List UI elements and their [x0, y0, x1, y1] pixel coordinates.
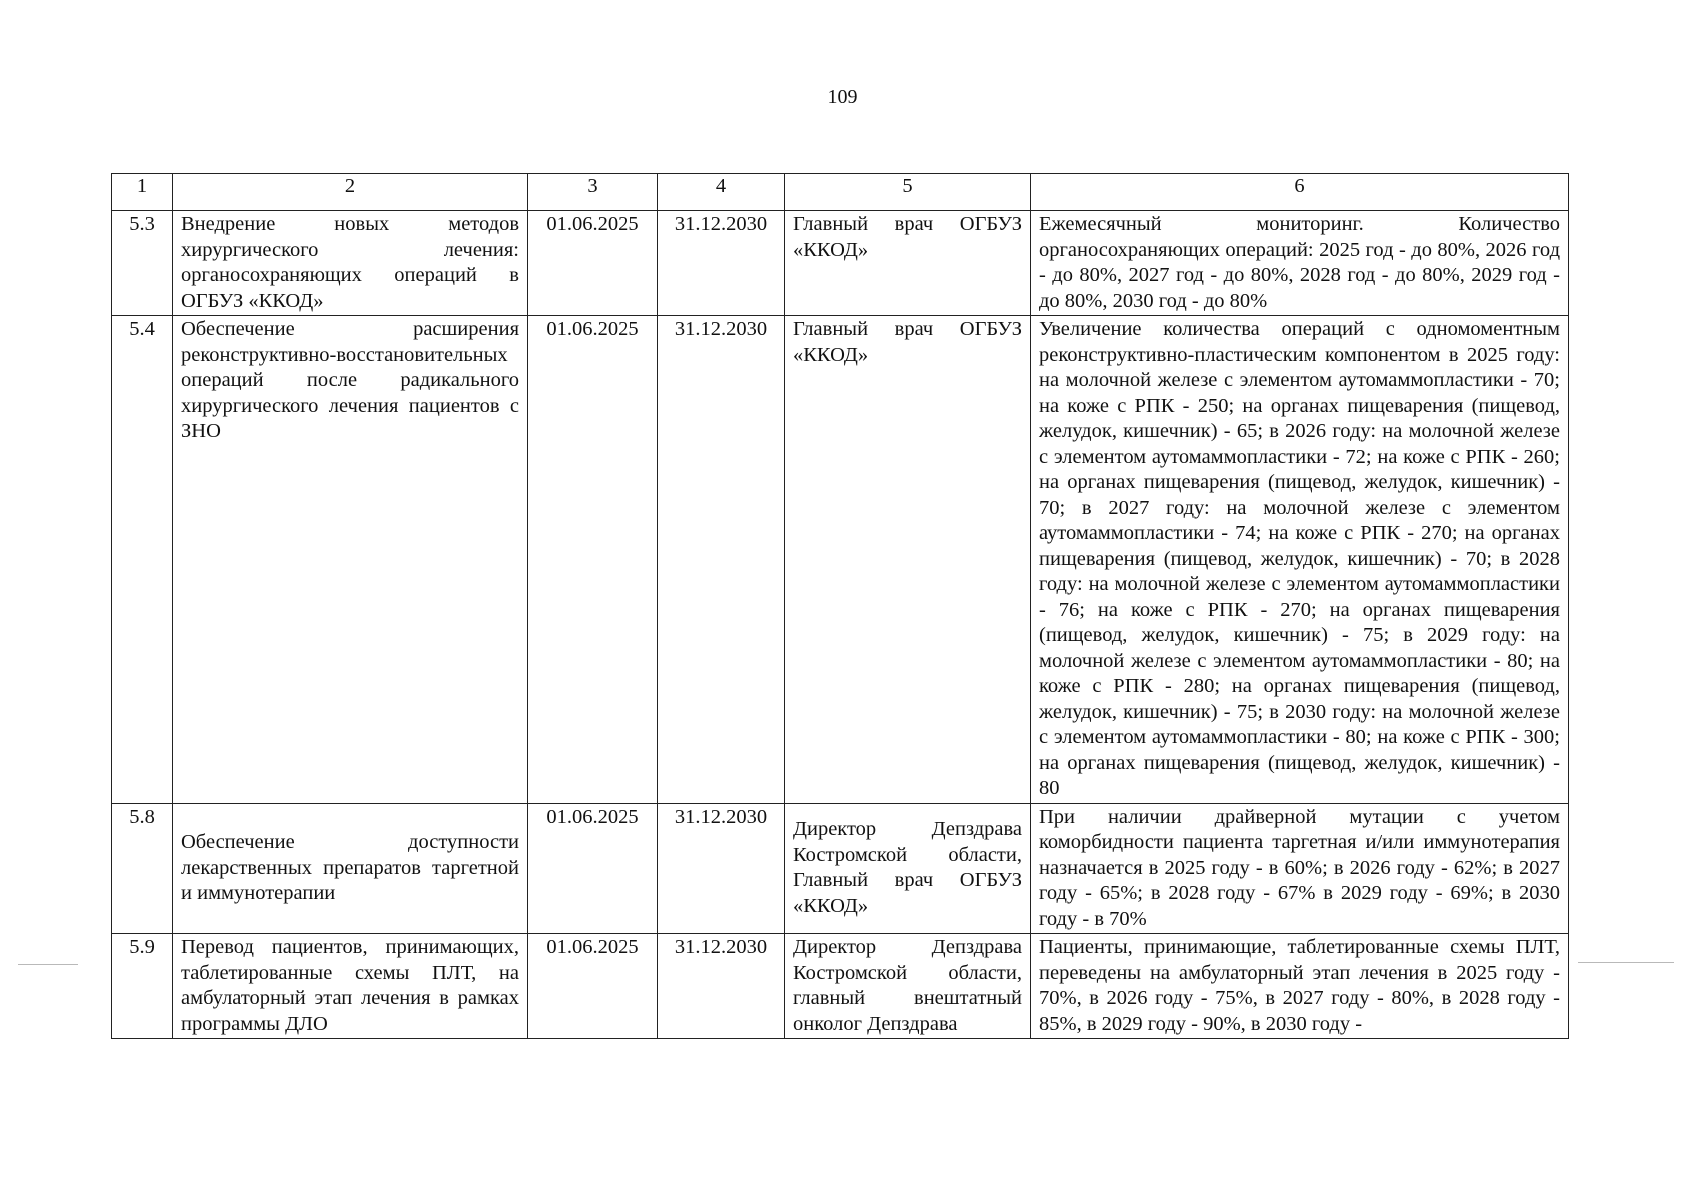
column-header: 4: [658, 174, 785, 211]
start-date-cell: 01.06.2025: [528, 316, 658, 804]
end-date-cell: 31.12.2030: [658, 934, 785, 1039]
table-row: [112, 934, 1569, 1039]
result-cell: Ежемесячный мониторинг. Количество органосохраняющих операций: 2025 год - до 80%, 2026 год - до 80%, 2027 год - до 80%, 2028 год - до 80%, 2029 год - до 80%, 2030 год - до 80%: [1031, 211, 1569, 316]
row-number: 5.3: [112, 211, 173, 316]
plan-table: [111, 173, 1569, 1039]
column-header: 6: [1031, 174, 1569, 211]
row-number: 5.4: [112, 316, 173, 804]
result-cell: Пациенты, принимающие, таблетированные схемы ПЛТ, переведены на амбулаторный этап лечения в 2025 году - 70%, в 2026 году - 75%, в 2027 году - 80%, в 2028 году - 85%, в 2029 году - 90%, в 2030 году -: [1031, 934, 1569, 1039]
scan-mark: [18, 964, 78, 965]
responsible-cell: Директор Депздрава Костромской области, Главный врач ОГБУЗ «ККОД»: [785, 803, 1031, 934]
start-date-cell: 01.06.2025: [528, 803, 658, 934]
scan-mark: [1578, 962, 1674, 963]
measure-cell: Перевод пациентов, принимающих, таблетированные схемы ПЛТ, на амбулаторный этап лечения в рамках программы ДЛО: [173, 934, 528, 1039]
start-date-cell: 01.06.2025: [528, 934, 658, 1039]
result-cell: Увеличение количества операций с одномоментным реконструктивно-пластическим компонентом в 2025 году: на молочной железе с элементом аутомаммопластики - 70; на коже с РПК - 250; на органах пищеварения (пищевод, желудок, кишечник) - 65; в 2026 году: на молочной железе с элементом аутомаммопластики - 72; на коже с РПК - 260; на органах пищеварения (пищевод, желудок, кишечник) - 70; в 2027 году: на молочной железе с элементом аутомаммопластики - 74; на коже с РПК - 270; на органах пищеварения (пищевод, желудок, кишечник) - 70; в 2028 году: на молочной железе с элементом аутомаммопластики - 76; на коже с РПК - 270; на органах пищеварения (пищевод, желудок, кишечник) - 75; в 2029 году: на молочной железе с элементом аутомаммопластики - 80; на коже с РПК - 280; на органах пищеварения (пищевод, желудок, кишечник) - 75; в 2030 году: на молочной железе с элементом аутомаммопластики - 80; на коже с РПК - 300; на органах пищеварения (пищевод, желудок, кишечник) - 80: [1031, 316, 1569, 804]
row-number: 5.9: [112, 934, 173, 1039]
column-header: 2: [173, 174, 528, 211]
table-row: [112, 316, 1569, 804]
measure-cell: Обеспечение доступности лекарственных препаратов таргетной и иммунотерапии: [173, 803, 528, 934]
table-header-row: [112, 174, 1569, 211]
measure-cell: Внедрение новых методов хирургического лечения: органосохраняющих операций в ОГБУЗ «ККОД»: [173, 211, 528, 316]
page-number: 109: [827, 86, 858, 108]
end-date-cell: 31.12.2030: [658, 316, 785, 804]
responsible-cell: Главный врач ОГБУЗ «ККОД»: [785, 211, 1031, 316]
responsible-cell: Главный врач ОГБУЗ «ККОД»: [785, 316, 1031, 804]
measure-cell: Обеспечение расширения реконструктивно-восстановительных операций после радикального хирургического лечения пациентов с ЗНО: [173, 316, 528, 804]
row-number: 5.8: [112, 803, 173, 934]
result-cell: При наличии драйверной мутации с учетом коморбидности пациента таргетная и/или иммунотерапия назначается в 2025 году - в 60%; в 2026 году - 62%; в 2027 году - 65%; в 2028 году - 67% в 2029 году - 69%; в 2030 году - в 70%: [1031, 803, 1569, 934]
table-row: [112, 803, 1569, 934]
end-date-cell: 31.12.2030: [658, 803, 785, 934]
column-header: 3: [528, 174, 658, 211]
end-date-cell: 31.12.2030: [658, 211, 785, 316]
start-date-cell: 01.06.2025: [528, 211, 658, 316]
table-row: [112, 211, 1569, 316]
column-header: 1: [112, 174, 173, 211]
column-header: 5: [785, 174, 1031, 211]
responsible-cell: Директор Депздрава Костромской области, главный внештатный онколог Депздрава: [785, 934, 1031, 1039]
